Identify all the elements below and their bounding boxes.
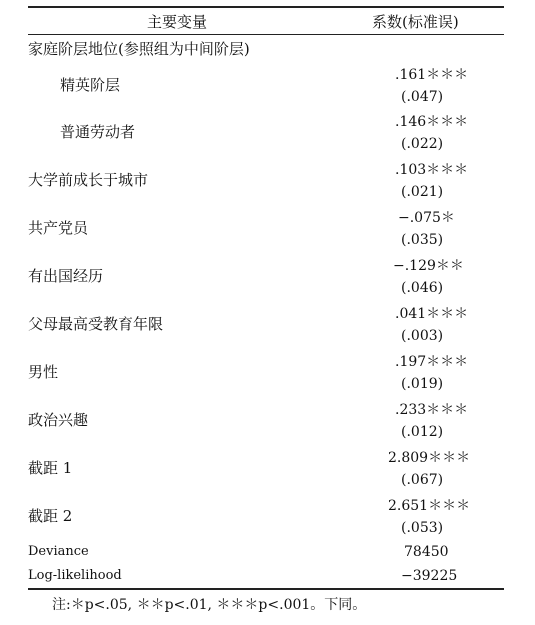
- row-se-political-interest: (.012): [401, 424, 444, 440]
- row-label-intercept-2: 截距 2: [28, 507, 73, 525]
- stat-value-deviance: 78450: [404, 544, 449, 560]
- row-coef-political-interest: .233＊＊＊: [395, 402, 469, 418]
- row-label-urban: 大学前成长于城市: [28, 171, 149, 189]
- row-se-intercept-1: (.067): [401, 472, 444, 488]
- table-note: 注:＊p<.05, ＊＊p<.01, ＊＊＊p<.001。下同。: [52, 597, 367, 613]
- row-se-abroad: (.046): [401, 280, 444, 296]
- row-label-intercept-1: 截距 1: [28, 459, 73, 477]
- row-coef-worker: .146＊＊＊: [395, 114, 469, 130]
- row-coef-abroad: −.129＊＊: [393, 258, 464, 274]
- section-title: 家庭阶层地位(参照组为中间阶层): [28, 40, 250, 58]
- row-label-party-member: 共产党员: [28, 219, 89, 237]
- row-se-party-member: (.035): [401, 232, 444, 248]
- row-coef-intercept-2: 2.651＊＊＊: [388, 498, 471, 514]
- row-se-parent-education: (.003): [401, 328, 444, 344]
- row-se-intercept-2: (.053): [401, 520, 444, 536]
- row-label-worker: 普通劳动者: [60, 123, 136, 141]
- header-rule: [28, 34, 504, 35]
- row-label-political-interest: 政治兴趣: [28, 411, 89, 429]
- header-coefficient: 系数(标准误): [372, 13, 459, 31]
- row-se-elite: (.047): [401, 89, 444, 105]
- stat-label-log-likelihood: Log-likelihood: [28, 568, 122, 583]
- row-coef-intercept-1: 2.809＊＊＊: [388, 450, 471, 466]
- row-label-parent-education: 父母最高受教育年限: [28, 315, 164, 333]
- row-label-abroad: 有出国经历: [28, 267, 104, 285]
- stat-value-log-likelihood: −39225: [401, 568, 458, 584]
- row-coef-parent-education: .041＊＊＊: [395, 306, 469, 322]
- table-top-rule: [28, 6, 504, 8]
- row-label-elite: 精英阶层: [60, 76, 121, 94]
- row-coef-party-member: −.075＊: [398, 210, 455, 226]
- row-coef-elite: .161＊＊＊: [395, 67, 469, 83]
- row-label-male: 男性: [28, 363, 59, 381]
- table-bottom-rule: [28, 588, 504, 590]
- header-variable: 主要变量: [147, 13, 208, 31]
- row-se-worker: (.022): [401, 136, 444, 152]
- stat-label-deviance: Deviance: [28, 544, 89, 559]
- row-coef-urban: .103＊＊＊: [395, 162, 469, 178]
- row-se-male: (.019): [401, 376, 444, 392]
- row-se-urban: (.021): [401, 184, 444, 200]
- row-coef-male: .197＊＊＊: [395, 354, 469, 370]
